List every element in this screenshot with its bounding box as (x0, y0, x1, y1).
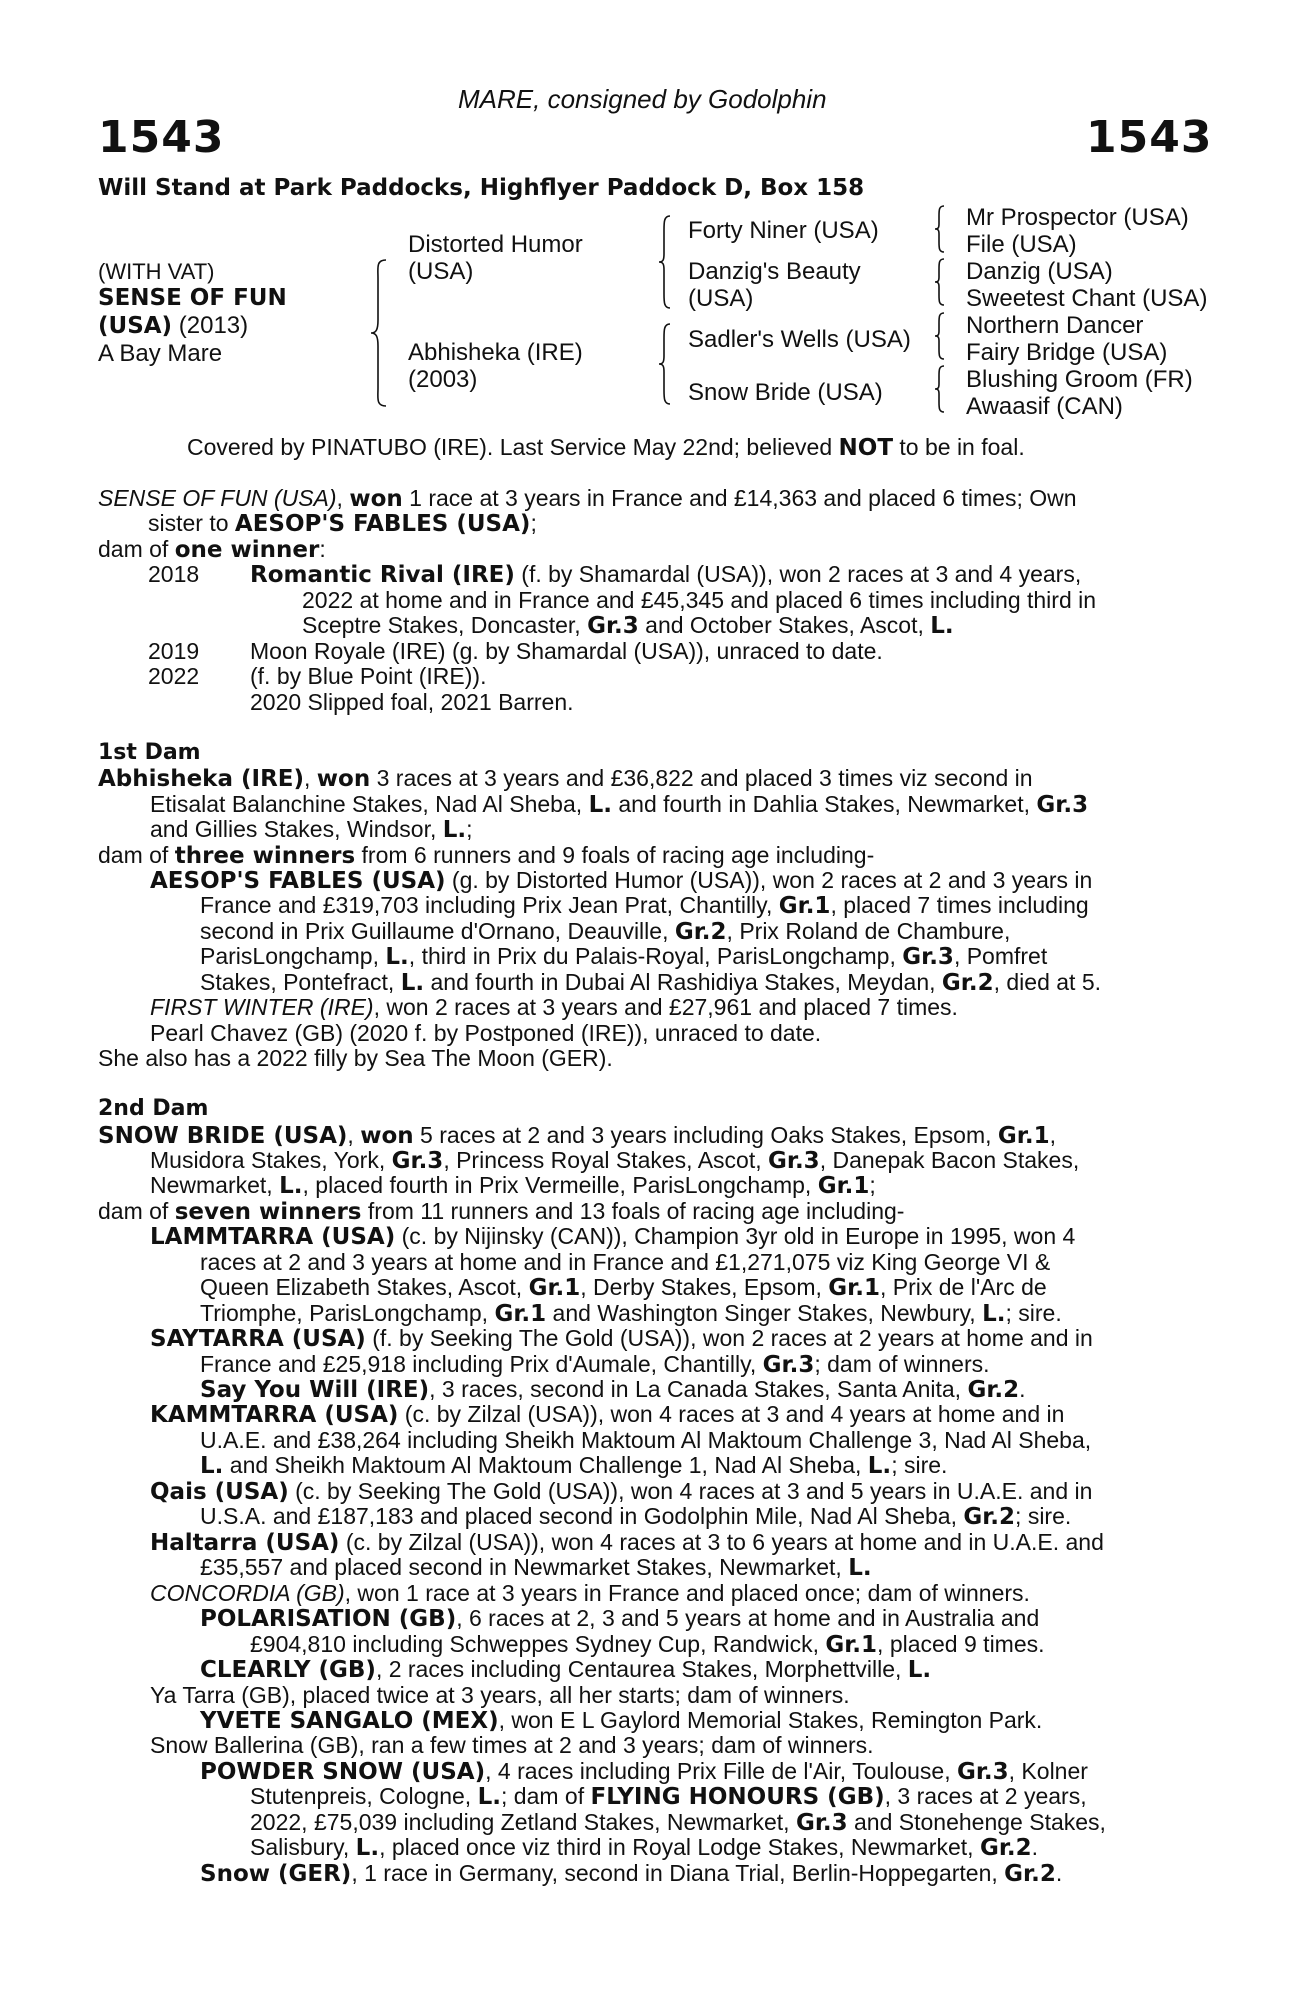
pearl-chavez-line: Pearl Chavez (GB) (2020 f. by Postponed (IRE)), unraced to date. (150, 1020, 822, 1046)
pedigree-gen4-1: File (USA) (966, 231, 1077, 258)
covered-line (187, 434, 1025, 461)
stand-location: Will Stand at Park Paddocks, Highflyer Paddock D, Box 158 (98, 175, 865, 201)
pedigree-gen3-2: (USA) (688, 285, 754, 312)
pedigree-sire: Distorted Humor (408, 231, 583, 258)
first-dam-also-line: She also has a 2022 filly by Sea The Moon (GER). (98, 1045, 613, 1071)
pedigree-bracket-g4-3 (934, 311, 946, 361)
lot-number-right: 1543 (1086, 112, 1213, 163)
horse-name: SENSE OF FUN (98, 285, 287, 311)
aesop-line-4: ParisLongchamp, L., third in Prix du Palais-Royal, ParisLongchamp, Gr.3, Pomfret (200, 943, 1048, 970)
horse-country: (USA) (98, 313, 173, 339)
snow-ballerina-line: Snow Ballerina (GB), ran a few times at 2 and 3 years; dam of winners. (150, 1732, 874, 1758)
saytarra-line-2: France and £25,918 including Prix d'Aumale, Chantilly, Gr.3; dam of winners. (200, 1351, 990, 1378)
snow-ger-line: Snow (GER), 1 race in Germany, second in Diana Trial, Berlin-Hoppegarten, Gr.2. (200, 1860, 1063, 1887)
second-dam-line-4: dam of seven winners from 11 runners and 13 foals of racing age including- (98, 1198, 905, 1225)
intro-line-3: dam of one winner: (98, 536, 326, 563)
aesop-line-5: Stakes, Pontefract, L. and fourth in Dubai Al Rashidiya Stakes, Meydan, Gr.2, died at 5. (200, 969, 1102, 996)
first-winter-line: FIRST WINTER (IRE), won 2 races at 3 years and £27,961 and placed 7 times. (150, 994, 958, 1020)
progeny-2018-line-1: Romantic Rival (IRE) (f. by Shamardal (USA)), won 2 races at 3 and 4 years, (250, 561, 1082, 588)
progeny-year-2019: 2019 (148, 638, 200, 664)
pedigree-gen3-3: Sadler's Wells (USA) (688, 326, 911, 353)
second-dam-heading: 2nd Dam (98, 1096, 209, 1121)
say-you-will-line: Say You Will (IRE), 3 races, second in La Canada Stakes, Santa Anita, Gr.2. (200, 1376, 1026, 1403)
consignor-line: MARE, consigned by Godolphin (458, 84, 827, 114)
progeny-slipped: 2020 Slipped foal, 2021 Barren. (250, 689, 574, 715)
pedigree-gen4-6: Blushing Groom (FR) (966, 366, 1193, 393)
lammtarra-line-3: Queen Elizabeth Stakes, Ascot, Gr.1, Derby Stakes, Epsom, Gr.1, Prix de l'Arc de (200, 1274, 1047, 1301)
pedigree-gen4-4: Northern Dancer (966, 312, 1144, 339)
pedigree-dam-year: (2003) (408, 366, 478, 393)
progeny-2018-line-2: 2022 at home and in France and £45,345 and placed 6 times including third in (302, 587, 1097, 613)
lammtarra-line-1: LAMMTARRA (USA) (c. by Nijinsky (CAN)), Champion 3yr old in Europe in 1995, won 4 (150, 1223, 1076, 1250)
covered-not: NOT (838, 435, 894, 461)
lammtarra-line-2: races at 2 and 3 years at home and in France and £1,271,075 viz King George VI & (200, 1249, 1051, 1275)
aesop-line-2: France and £319,703 including Prix Jean Prat, Chantilly, Gr.1, placed 7 times including (200, 892, 1089, 919)
qais-line-1: Qais (USA) (c. by Seeking The Gold (USA)), won 4 races at 3 and 5 years in U.A.E. and in (150, 1478, 1093, 1505)
second-dam-line-3: Newmarket, L., placed fourth in Prix Vermeille, ParisLongchamp, Gr.1; (150, 1172, 876, 1199)
concordia-line: CONCORDIA (GB), won 1 race at 3 years in France and placed once; dam of winners. (150, 1580, 1030, 1606)
covered-pre: Covered by PINATUBO (IRE). Last Service May 22nd; believed (187, 434, 839, 460)
pedigree-dam: Abhisheka (IRE) (408, 339, 583, 366)
haltarra-line-2: £35,557 and placed second in Newmarket Stakes, Newmarket, L. (200, 1554, 872, 1581)
intro-line-2: sister to AESOP'S FABLES (USA); (148, 510, 537, 537)
first-dam-heading: 1st Dam (98, 740, 201, 765)
pedigree-bracket-gen1 (370, 258, 390, 408)
polarisation-line-2: £904,810 including Schweppes Sydney Cup, Randwick, Gr.1, placed 9 times. (250, 1631, 1045, 1658)
progeny-2019: Moon Royale (IRE) (g. by Shamardal (USA)), unraced to date. (250, 638, 883, 664)
kammtarra-line-1: KAMMTARRA (USA) (c. by Zilzal (USA)), won 4 races at 3 and 4 years at home and in (150, 1401, 1065, 1428)
aesop-line-1: AESOP'S FABLES (USA) (g. by Distorted Humor (USA)), won 2 races at 2 and 3 years in (150, 867, 1093, 894)
kammtarra-line-3: L. and Sheikh Maktoum Al Maktoum Challenge 1, Nad Al Sheba, L.; sire. (200, 1452, 948, 1479)
first-dam-line-1: Abhisheka (IRE), won 3 races at 3 years and £36,822 and placed 3 times viz second in (98, 765, 1033, 792)
saytarra-line-1: SAYTARRA (USA) (f. by Seeking The Gold (USA)), won 2 races at 2 years at home and in (150, 1325, 1093, 1352)
pedigree-gen4-2: Danzig (USA) (966, 258, 1113, 285)
pedigree-bracket-g4-1 (934, 204, 946, 254)
pedigree-bracket-dam (658, 322, 672, 406)
powder-snow-line-4: Salisbury, L., placed once viz third in Royal Lodge Stakes, Newmarket, Gr.2. (250, 1834, 1039, 1861)
pedigree-bracket-g4-2 (934, 257, 946, 307)
pedigree-gen4-7: Awaasif (CAN) (966, 393, 1123, 420)
pedigree-gen4-3: Sweetest Chant (USA) (966, 285, 1208, 312)
haltarra-line-1: Haltarra (USA) (c. by Zilzal (USA)), won 4 races at 3 to 6 years at home and in U.A.E. and (150, 1529, 1104, 1556)
progeny-2018-line-3: Sceptre Stakes, Doncaster, Gr.3 and October Stakes, Ascot, L. (302, 612, 954, 639)
polarisation-line-1: POLARISATION (GB), 6 races at 2, 3 and 5 years at home and in Australia and (200, 1605, 1040, 1632)
ya-tarra-line: Ya Tarra (GB), placed twice at 3 years, all her starts; dam of winners. (150, 1682, 850, 1708)
lammtarra-line-4: Triomphe, ParisLongchamp, Gr.1 and Washington Singer Stakes, Newbury, L.; sire. (200, 1300, 1062, 1327)
progeny-year-2018: 2018 (148, 561, 200, 587)
pedigree-bracket-sire (658, 214, 672, 310)
lot-number-left: 1543 (98, 112, 225, 163)
vat-note: (WITH VAT) (98, 259, 215, 284)
first-dam-line-3: and Gillies Stakes, Windsor, L.; (150, 816, 473, 843)
pedigree-gen3-4: Snow Bride (USA) (688, 379, 883, 406)
pedigree-gen4-0: Mr Prospector (USA) (966, 204, 1189, 231)
clearly-line: CLEARLY (GB), 2 races including Centaurea Stakes, Morphettville, L. (200, 1656, 932, 1683)
progeny-2022: (f. by Blue Point (IRE)). (250, 663, 487, 689)
horse-country-year (98, 312, 248, 340)
horse-year: (2013) (178, 312, 249, 339)
yvete-sangalo-line: YVETE SANGALO (MEX), won E L Gaylord Memorial Stakes, Remington Park. (200, 1707, 1043, 1734)
intro-line-1: SENSE OF FUN (USA), won 1 race at 3 years in France and £14,363 and placed 6 times; Own (98, 485, 1077, 512)
pedigree-sire-country: (USA) (408, 258, 474, 285)
second-dam-line-2: Musidora Stakes, York, Gr.3, Princess Royal Stakes, Ascot, Gr.3, Danepak Bacon Stakes, (150, 1147, 1080, 1174)
powder-snow-line-3: 2022, £75,039 including Zetland Stakes, Newmarket, Gr.3 and Stonehenge Stakes, (250, 1809, 1106, 1836)
second-dam-line-1: SNOW BRIDE (USA), won 5 races at 2 and 3 years including Oaks Stakes, Epsom, Gr.1, (98, 1122, 1056, 1149)
pedigree-gen4-5: Fairy Bridge (USA) (966, 339, 1168, 366)
powder-snow-line-2: Stutenpreis, Cologne, L.; dam of FLYING HONOURS (GB), 3 races at 2 years, (250, 1783, 1087, 1810)
covered-post: to be in foal. (893, 434, 1025, 460)
aesop-line-3: second in Prix Guillaume d'Ornano, Deauville, Gr.2, Prix Roland de Chambure, (200, 918, 1011, 945)
first-dam-line-4: dam of three winners from 6 runners and 9 foals of racing age including- (98, 842, 875, 869)
kammtarra-line-2: U.A.E. and £38,264 including Sheikh Maktoum Al Maktoum Challenge 3, Nad Al Sheba, (200, 1427, 1092, 1453)
horse-description: A Bay Mare (98, 340, 223, 367)
progeny-year-2022: 2022 (148, 663, 200, 689)
pedigree-bracket-g4-4 (934, 364, 946, 414)
pedigree-gen3-0: Forty Niner (USA) (688, 217, 879, 244)
pedigree-gen3-1: Danzig's Beauty (688, 258, 861, 285)
powder-snow-line-1: POWDER SNOW (USA), 4 races including Prix Fille de l'Air, Toulouse, Gr.3, Kolner (200, 1758, 1088, 1785)
first-dam-line-2: Etisalat Balanchine Stakes, Nad Al Sheba, L. and fourth in Dahlia Stakes, Newmarket, Gr.3 (150, 791, 1089, 818)
qais-line-2: U.S.A. and £187,183 and placed second in Godolphin Mile, Nad Al Sheba, Gr.2; sire. (200, 1503, 1072, 1530)
